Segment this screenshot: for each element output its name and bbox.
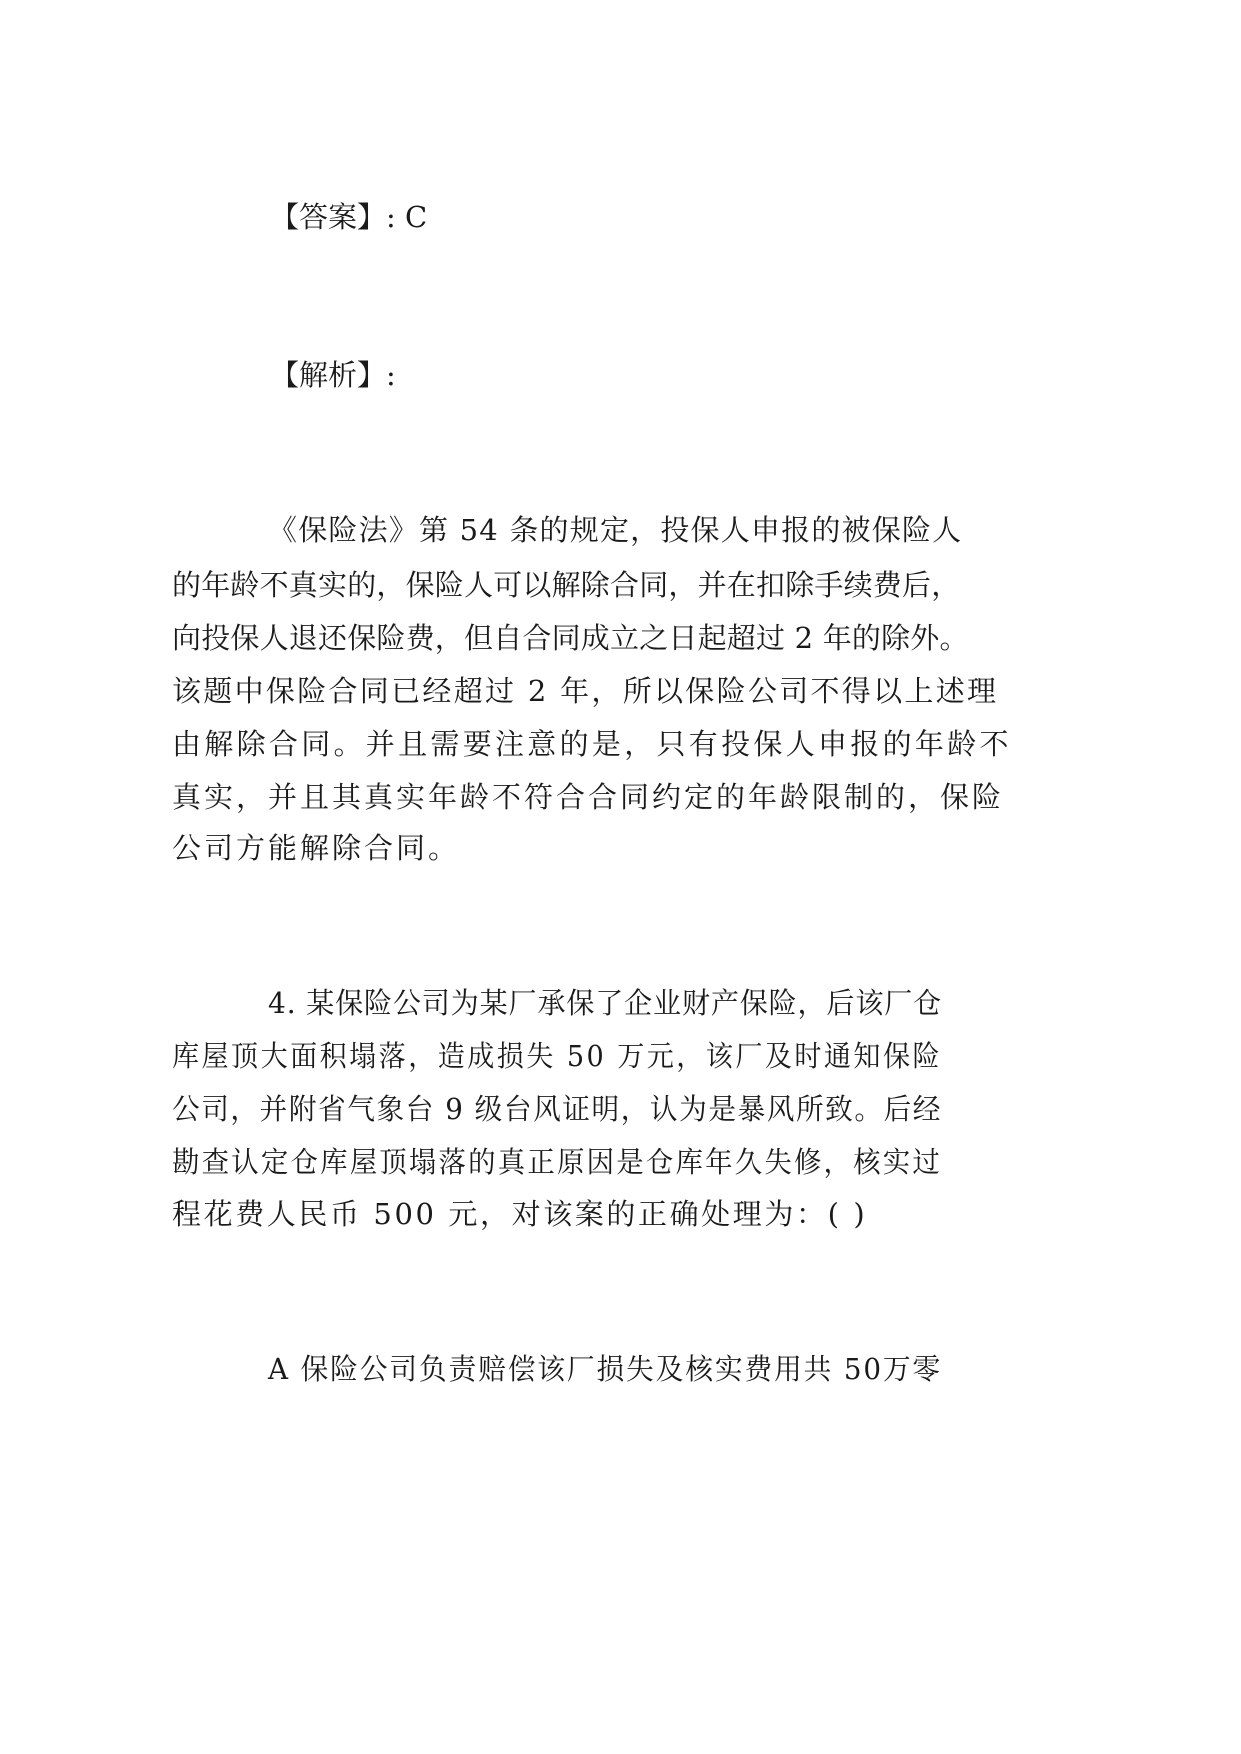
analysis-label: 【解析】: xyxy=(270,358,396,392)
question-line: 库屋顶大面积塌落，造成损失 50 万元，该厂及时通知保险 xyxy=(172,1039,942,1073)
explanation-line: 公司方能解除合同。 xyxy=(172,831,461,865)
explanation-line: 的年龄不真实的，保险人可以解除合同，并在扣除手续费后， xyxy=(172,568,961,602)
explanation-line: 《保险法》第 54 条的规定，投保人申报的被保险人 xyxy=(268,513,963,547)
explanation-line: 真实，并且其真实年龄不符合合同约定的年龄限制的，保险 xyxy=(172,780,1005,814)
answer-label: 【答案】: C xyxy=(270,200,428,234)
question-line: 程花费人民币 500 元，对该案的正确处理为：( ) xyxy=(172,1197,868,1231)
question-line: 公司，并附省气象台 9 级台风证明，认为是暴风所致。后经 xyxy=(172,1092,942,1126)
explanation-line: 向投保人退还保险费，但自合同成立之日起超过 2 年的除外。 xyxy=(172,621,969,655)
question-line: 勘查认定仓库屋顶塌落的真正原因是仓库年久失修，核实过 xyxy=(172,1145,943,1179)
explanation-line: 由解除合同。并且需要注意的是，只有投保人申报的年龄不 xyxy=(172,727,1012,761)
explanation-line: 该题中保险合同已经超过 2 年，所以保险公司不得以上述理 xyxy=(172,674,999,708)
option-a: A 保险公司负责赔偿该厂损失及核实费用共 50万零 xyxy=(268,1352,943,1386)
question-line: 4. 某保险公司为某厂承保了企业财产保险，后该厂仓 xyxy=(268,986,943,1020)
